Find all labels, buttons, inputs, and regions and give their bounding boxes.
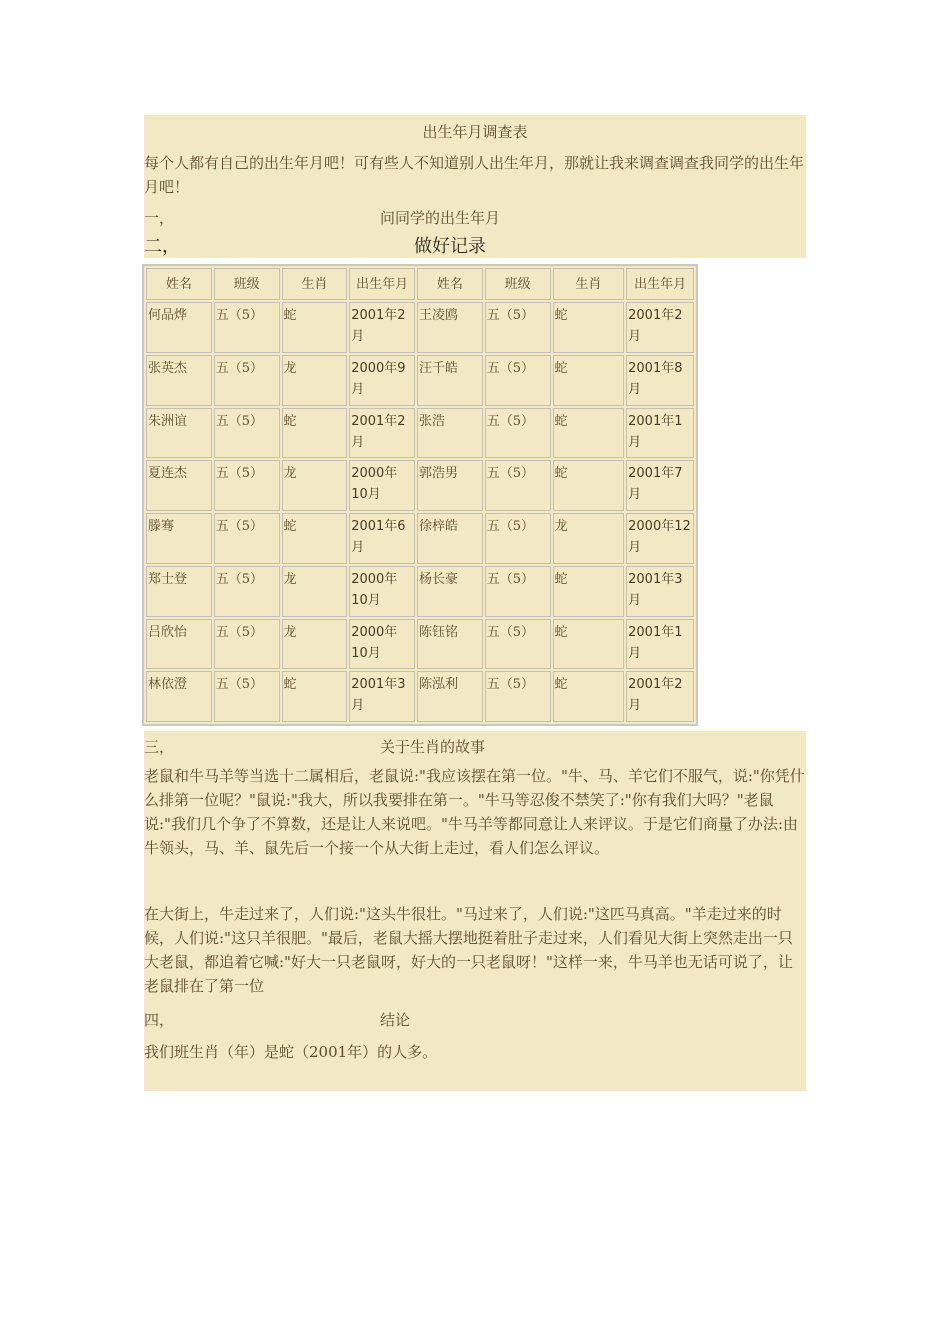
table-cell: 蛇 xyxy=(282,671,348,722)
record-table-container xyxy=(142,264,698,726)
table-cell: 2001年2月 xyxy=(349,302,415,353)
table-cell: 2000年12月 xyxy=(626,513,694,564)
table-cell: 何品烨 xyxy=(146,302,212,353)
conclusion-text: 我们班生肖（年）是蛇（2001年）的人多。 xyxy=(144,1043,438,1061)
table-cell: 五（5） xyxy=(214,619,280,670)
table-cell: 2001年2月 xyxy=(626,671,694,722)
record-table xyxy=(144,266,696,724)
table-cell: 蛇 xyxy=(553,671,625,722)
story-section xyxy=(144,731,806,1091)
table-cell: 2000年10月 xyxy=(349,566,415,617)
table-cell: 龙 xyxy=(282,619,348,670)
table-cell: 五（5） xyxy=(485,513,551,564)
table-cell: 蛇 xyxy=(282,302,348,353)
intro-section xyxy=(144,115,806,258)
table-cell: 龙 xyxy=(282,355,348,406)
table-header-row xyxy=(146,268,694,300)
table-cell: 滕骞 xyxy=(146,513,212,564)
table-cell: 蛇 xyxy=(282,513,348,564)
table-cell: 五（5） xyxy=(485,355,551,406)
table-cell: 五（5） xyxy=(214,566,280,617)
table-cell: 蛇 xyxy=(553,302,625,353)
table-row xyxy=(146,408,694,459)
table-cell: 蛇 xyxy=(553,355,625,406)
table-cell: 林依澄 xyxy=(146,671,212,722)
table-cell: 杨长豪 xyxy=(417,566,483,617)
table-row xyxy=(146,460,694,511)
table-row xyxy=(146,513,694,564)
table-row xyxy=(146,355,694,406)
table-row xyxy=(146,619,694,670)
table-cell: 2001年2月 xyxy=(349,408,415,459)
table-cell: 五（5） xyxy=(214,302,280,353)
section-3-label: 三， xyxy=(144,738,175,756)
table-cell: 陈钰铭 xyxy=(417,619,483,670)
story-paragraph-2: 在大街上，牛走过来了，人们说:"这头牛很壮。"马过来了，人们说:"这匹马真高。"羊走过来的时候，人们说:"这只羊很肥。"最后，老鼠大摇大摆地挺着肚子走过来，人们看见大街上突然走出一只大老鼠，都追着它喊:"好大一只老鼠呀，好大的一只老鼠呀！"这样一来，牛马羊也无话可说了，让老鼠排在了第一位 xyxy=(144,905,793,995)
section-4-label: 四， xyxy=(144,1011,175,1029)
table-cell: 蛇 xyxy=(553,566,625,617)
table-header-cell: 姓名 xyxy=(417,268,483,300)
table-cell: 2001年6月 xyxy=(349,513,415,564)
table-cell: 五（5） xyxy=(485,566,551,617)
table-header-cell: 生肖 xyxy=(553,268,625,300)
table-cell: 五（5） xyxy=(485,619,551,670)
table-cell: 五（5） xyxy=(214,671,280,722)
table-header-cell: 出生年月 xyxy=(349,268,415,300)
table-cell: 龙 xyxy=(282,460,348,511)
table-header-cell: 班级 xyxy=(214,268,280,300)
step-1-title: 问同学的出生年月 xyxy=(380,209,501,227)
table-row xyxy=(146,566,694,617)
step-2-label: 二， xyxy=(144,236,180,257)
table-cell: 五（5） xyxy=(485,460,551,511)
table-cell: 2000年10月 xyxy=(349,460,415,511)
table-cell: 蛇 xyxy=(553,408,625,459)
table-cell: 吕欣怡 xyxy=(146,619,212,670)
table-cell: 龙 xyxy=(553,513,625,564)
page-title: 出生年月调查表 xyxy=(422,123,528,141)
table-cell: 郭浩男 xyxy=(417,460,483,511)
table-row xyxy=(146,302,694,353)
table-cell: 蛇 xyxy=(282,408,348,459)
table-cell: 五（5） xyxy=(214,460,280,511)
table-cell: 汪千皓 xyxy=(417,355,483,406)
table-cell: 2001年3月 xyxy=(626,566,694,617)
table-cell: 五（5） xyxy=(214,408,280,459)
table-cell: 郑士登 xyxy=(146,566,212,617)
table-cell: 五（5） xyxy=(485,302,551,353)
table-cell: 夏连杰 xyxy=(146,460,212,511)
table-cell: 蛇 xyxy=(553,619,625,670)
table-cell: 朱洲谊 xyxy=(146,408,212,459)
table-header-cell: 生肖 xyxy=(282,268,348,300)
table-cell: 2001年7月 xyxy=(626,460,694,511)
table-cell: 张浩 xyxy=(417,408,483,459)
table-cell: 五（5） xyxy=(485,671,551,722)
section-3-title: 关于生肖的故事 xyxy=(380,738,486,756)
table-cell: 2001年2月 xyxy=(626,302,694,353)
table-cell: 五（5） xyxy=(214,355,280,406)
table-cell: 徐梓皓 xyxy=(417,513,483,564)
table-cell: 2001年3月 xyxy=(349,671,415,722)
table-header-cell: 出生年月 xyxy=(626,268,694,300)
table-cell: 王凌鸥 xyxy=(417,302,483,353)
story-paragraph-1: 老鼠和牛马羊等当选十二属相后，老鼠说:"我应该摆在第一位。"牛、马、羊它们不服气，说:"你凭什么排第一位呢？"鼠说:"我大，所以我要排在第一。"牛马等忍俊不禁笑了:"你有我们大吗？"老鼠说:"我们几个争了不算数，还是让人来说吧。"牛马羊等都同意让人来评议。于是它们商量了办法:由牛领头，马、羊、鼠先后一个接一个从大街上走过，看人们怎么评议。 xyxy=(144,767,805,857)
table-header-cell: 姓名 xyxy=(146,268,212,300)
step-2-title: 做好记录 xyxy=(414,236,486,257)
intro-paragraph: 每个人都有自己的出生年月吧！可有些人不知道别人出生年月，那就让我来调查调查我同学的出生年月吧！ xyxy=(144,154,805,196)
table-cell: 龙 xyxy=(282,566,348,617)
table-cell: 2000年10月 xyxy=(349,619,415,670)
table-cell: 陈泓利 xyxy=(417,671,483,722)
table-cell: 蛇 xyxy=(553,460,625,511)
table-cell: 张英杰 xyxy=(146,355,212,406)
table-cell: 2001年8月 xyxy=(626,355,694,406)
table-row xyxy=(146,671,694,722)
table-cell: 2001年1月 xyxy=(626,619,694,670)
table-cell: 2000年9月 xyxy=(349,355,415,406)
table-cell: 五（5） xyxy=(485,408,551,459)
table-header-cell: 班级 xyxy=(485,268,551,300)
section-4-title: 结论 xyxy=(380,1011,411,1029)
table-cell: 2001年1月 xyxy=(626,408,694,459)
step-1-label: 一， xyxy=(144,209,175,227)
table-cell: 五（5） xyxy=(214,513,280,564)
table-body xyxy=(146,302,694,722)
